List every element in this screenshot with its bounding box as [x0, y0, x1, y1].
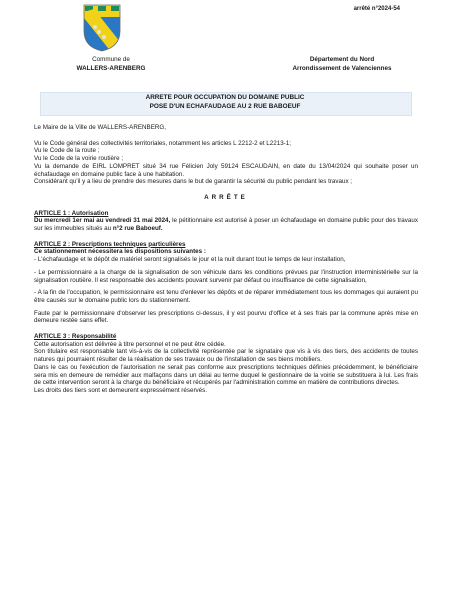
document-title	[40, 94, 410, 111]
department-block	[262, 56, 422, 73]
article-1-body: le pétitionnaire est autorisé à poser un échafaudage en domaine public pour des travaux sur les immeubles situés au	[34, 217, 418, 233]
article-2-note: Faute par le permissionnaire d'observer les prescriptions ci-dessus, il y est pourvu d'office et à ses frais par la commune après mise en demeure restée sans effet.	[34, 309, 418, 325]
article-2-item-1: - L'échafaudage et le dépôt de matériel seront signalisés le jour et la nuit durant tout le temps de leur installation,	[34, 256, 346, 264]
article-2-item-3: - A la fin de l'occupation, le permissionnaire est tenu d'enlever les dépôts et de réparer immédiatement tous les dommages qui auraient pu être causés sur le domaine public lors du stationnement.	[34, 289, 418, 304]
article-3-para-1: Cette autorisation est délivrée à titre personnel et ne peut être cédée.	[34, 340, 226, 348]
decree-reference: arrêté n°2024-54	[353, 6, 400, 12]
article-3-para-3: Dans le cas ou l'exécution de l'autorisation ne serait pas conforme aux prescriptions techniques définies précédemment, le bénéficiaire sera mis en demeure de remédier aux malfaçons dans un délai au terme duquel le gestionnaire de la voirie se substituera à lui. Les frais de cette intervention seront à la charge du bénéficiaire et récupérés par l'administration comme en matière de contributions directes.	[34, 363, 418, 387]
legal-basis-3: Vu le Code de la voirie routière ;	[34, 155, 124, 163]
article-1-text	[34, 217, 418, 232]
legal-basis-1: Vu le Code général des collectivités territoriales, notamment les articles L 2212-2 et L2213-1;	[34, 139, 291, 147]
article-3-heading: ARTICLE 3 : Responsabilité	[34, 333, 117, 341]
arrondissement-name: Arrondissement de Valenciennes	[292, 64, 392, 72]
document-body	[34, 124, 418, 395]
title-line-1: ARRETE POUR OCCUPATION DU DOMAINE PUBLIC	[145, 94, 305, 101]
title-line-2: POSE D'UN ECHAFAUDAGE AU 2 RUE BABOEUF	[149, 102, 301, 110]
article-3-para-2: Son titulaire est responsable tant vis-à-vis de la collectivité représentée par le signataire que vis à vis des tiers, des accidents de toutes natures qui pourraient résulter de la réalisation de ses travaux ou de l'installation de ses biens mobiliers.	[34, 348, 418, 364]
article-1-dates: Du mercredi 1er mai au vendredi 31 mai 2024,	[34, 217, 171, 225]
commune-name: WALLERS-ARENBERG	[76, 64, 146, 72]
decision-heading: ARRÊTE	[204, 193, 248, 201]
request-line: Vu la demande de EIRL LOMPRET situé 34 rue Félicien Joly 59124 ESCAUDAIN, en date du 13/04/2024 qui souhaite poser un échafaudage en domaine public face à une habitation.	[34, 162, 418, 178]
article-1-heading: ARTICLE 1 : Autorisation	[34, 209, 109, 217]
mayor-line: Le Maire de la Ville de WALLERS-ARENBERG,	[34, 124, 166, 131]
article-1-address: n°2 rue Baboeuf.	[112, 225, 163, 233]
considering-line: Considérant qu'il y a lieu de prendre des mesures dans le but de garantir la sécurité du public pendant les travaux ;	[34, 178, 353, 186]
legal-basis-2: Vu le Code de la route ;	[34, 147, 100, 155]
commune-label: Commune de	[92, 56, 130, 63]
article-2-item-2: - Le permissionnaire a la charge de la signalisation de son véhicule dans les conditions prévues par l'instruction interministérielle sur la signalisation routière. Il est responsable des accidents pouvant survenir par défaut ou insuffisance de cette signalisation,	[34, 268, 418, 284]
article-2-subheading: Ce stationnement nécessitera les dispositions suivantes :	[34, 248, 206, 256]
coat-of-arms-logo	[82, 3, 122, 53]
department-name: Département du Nord	[309, 56, 375, 63]
article-2-heading: ARTICLE 2 : Prescriptions techniques particulières	[34, 240, 186, 248]
commune-block	[56, 56, 166, 73]
article-3-para-4: Les droits des tiers sont et demeurent expressément réservés.	[34, 386, 207, 394]
